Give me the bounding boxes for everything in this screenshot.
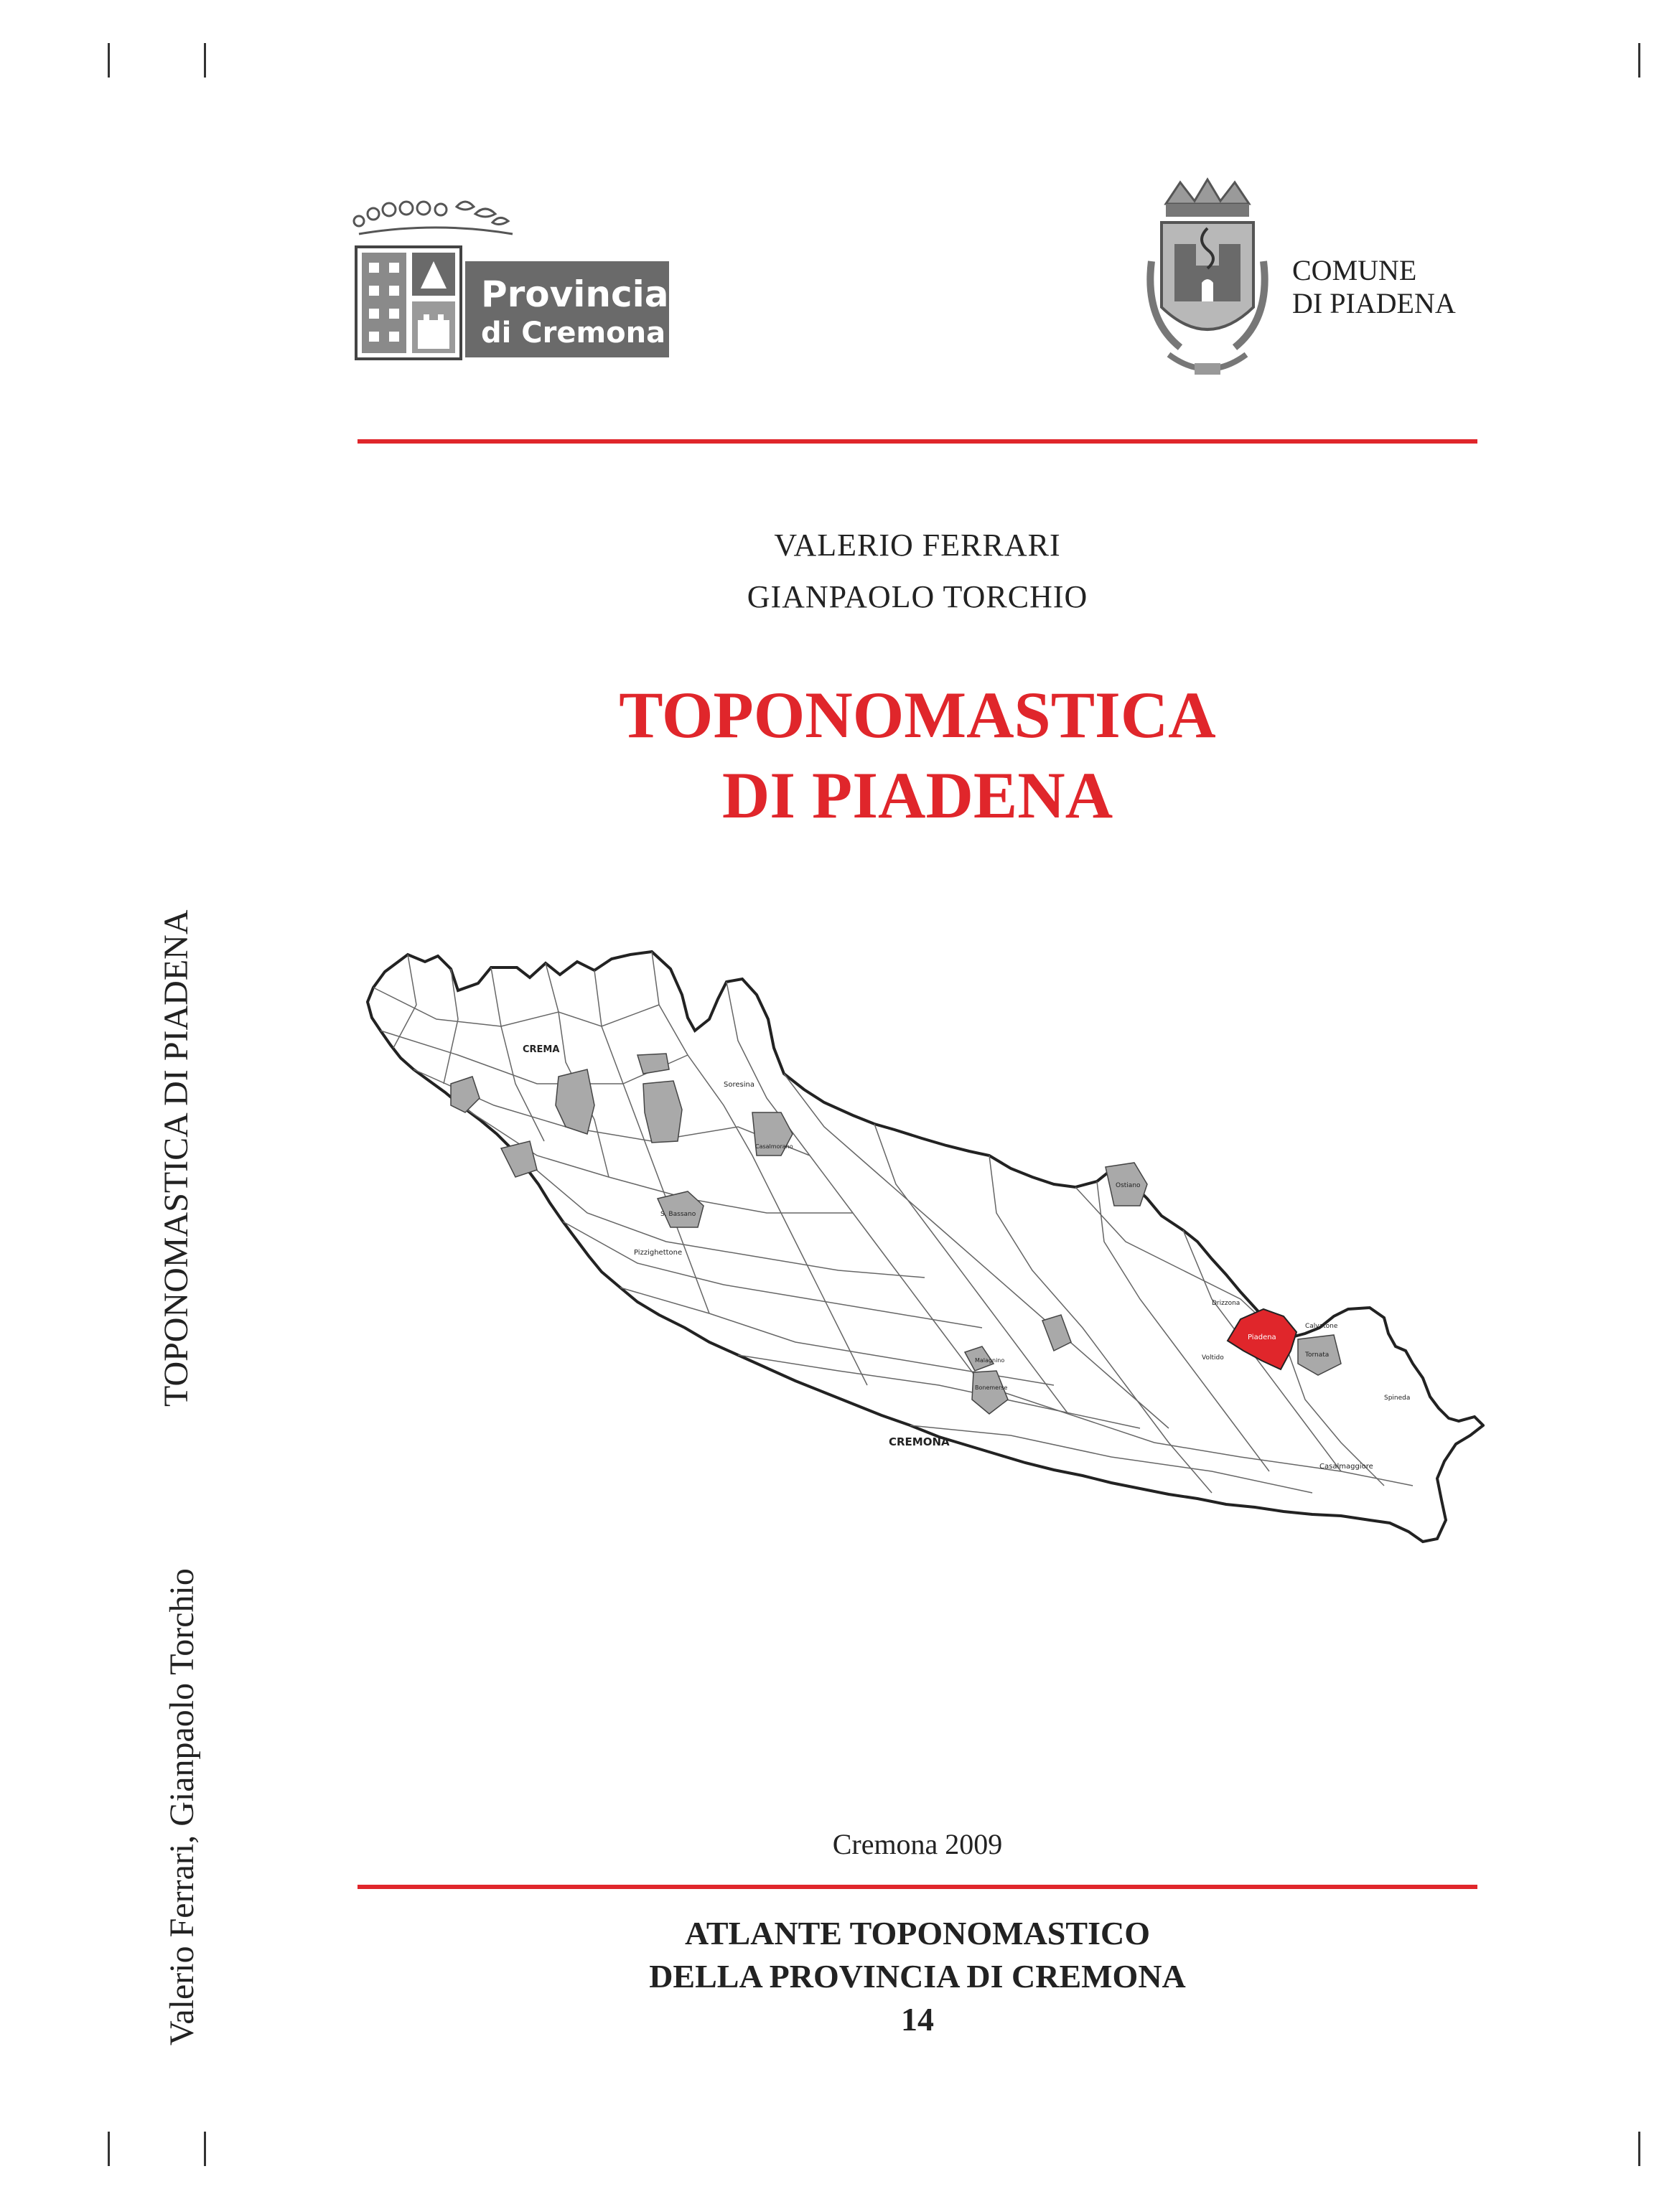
series-title [358, 1912, 1477, 2041]
spine-title: TOPONOMASTICA DI PIADENA [157, 909, 195, 1407]
crop-mark [108, 43, 110, 78]
author-1: VALERIO FERRARI [774, 528, 1061, 563]
map-label-ostiano: Ostiano [1116, 1182, 1141, 1189]
comune-emblem-icon [1137, 175, 1278, 390]
comune-name [1292, 254, 1456, 320]
provincia-logo [345, 192, 689, 365]
series-line-2: DELLA PROVINCIA DI CREMONA [649, 1958, 1186, 1995]
comune-line2: DI PIADENA [1292, 287, 1456, 319]
comune-line1: COMUNE [1292, 254, 1417, 286]
provincia-crown-icon [349, 192, 521, 243]
title-line-1: TOPONOMASTICA [619, 678, 1216, 751]
map-label-calvatone: Calvatone [1305, 1323, 1338, 1330]
place-year: Cremona 2009 [832, 1828, 1003, 1860]
map-province-outline [368, 952, 1483, 1542]
series-number: 14 [901, 2001, 934, 2038]
series-line-1: ATLANTE TOPONOMASTICO [685, 1915, 1150, 1951]
provincia-name: Provincia [481, 273, 669, 315]
map-label-voltido: Voltido [1202, 1354, 1224, 1362]
map-label-pizzighettone: Pizzighettone [634, 1249, 683, 1257]
map-label-malagnino: Malagnino [975, 1357, 1005, 1364]
map-label-tornata: Tornata [1305, 1351, 1330, 1359]
map-label-drizzona: Drizzona [1212, 1300, 1240, 1307]
crop-mark [1638, 2132, 1640, 2166]
authors [358, 520, 1477, 623]
book-title [358, 675, 1477, 835]
province-map [350, 940, 1485, 1758]
crop-mark [204, 43, 206, 78]
top-red-rule [358, 439, 1477, 444]
title-line-2: DI PIADENA [721, 759, 1113, 832]
crop-mark [108, 2132, 110, 2166]
crop-mark [1638, 43, 1640, 78]
author-2: GIANPAOLO TORCHIO [747, 579, 1088, 614]
map-label-cremona: CREMONA [889, 1435, 950, 1448]
provincia-crest-icon [355, 245, 462, 360]
crop-mark [204, 2132, 206, 2166]
map-label-bonemerse: Bonemerse [975, 1384, 1008, 1391]
spine-authors: Valerio Ferrari, Gianpaolo Torchio [163, 1568, 201, 2045]
map-label-soresina: Soresina [724, 1081, 754, 1089]
map-label-spineda: Spineda [1384, 1395, 1411, 1402]
provincia-name-box [465, 261, 669, 357]
map-label-piadena: Piadena [1248, 1334, 1276, 1341]
map-label-casalmorano: Casalmorano [755, 1143, 793, 1150]
bottom-red-rule [358, 1885, 1477, 1889]
map-label-sbassano: S. Bassano [660, 1211, 696, 1218]
provincia-subname: di Cremona [481, 317, 666, 350]
map-label-crema: CREMA [523, 1044, 560, 1055]
map-label-casalmaggiore: Casalmaggiore [1319, 1463, 1373, 1471]
